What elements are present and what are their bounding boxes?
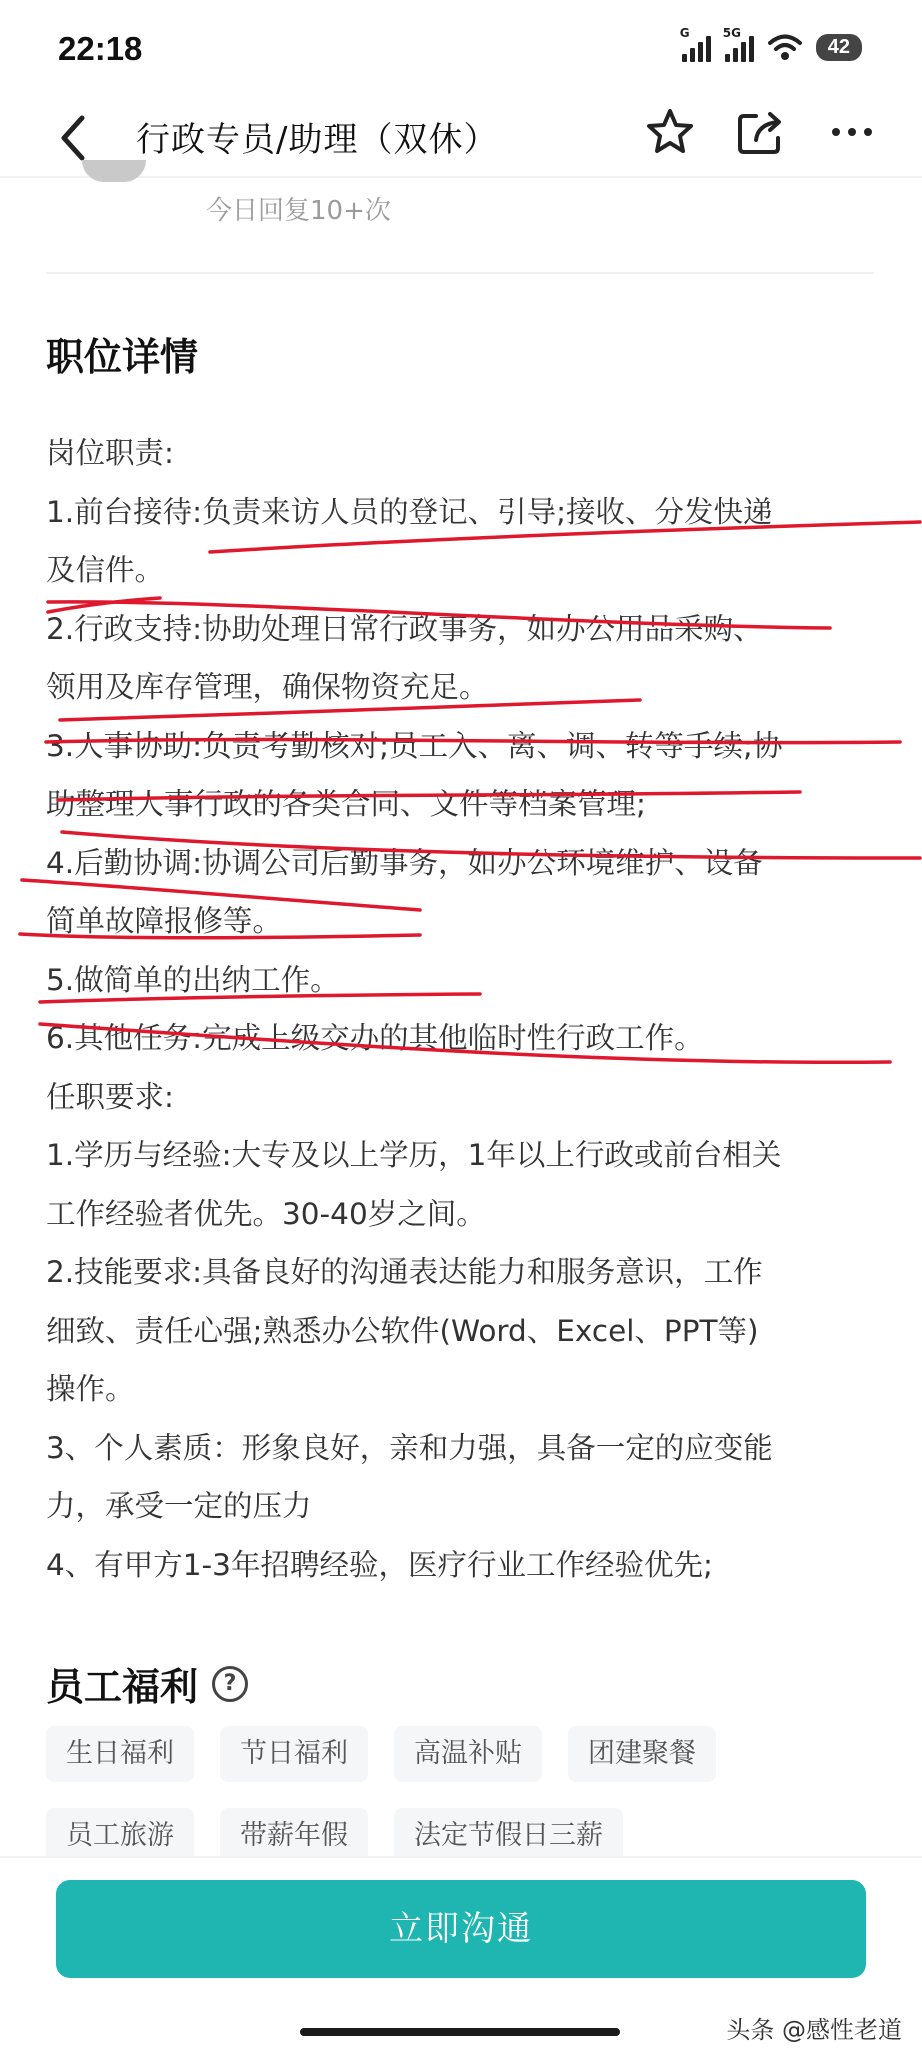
star-icon[interactable] (644, 106, 696, 158)
description-line: 助整理人事行政的各类合同、文件等档案管理; (46, 787, 646, 821)
description-line: 细致、责任心强;熟悉办公软件(Word、Excel、PPT等) (46, 1313, 759, 1348)
benefit-tag: 节日福利 (220, 1726, 368, 1782)
benefit-tag: 带薪年假 (220, 1808, 368, 1864)
description-line: 6.其他任务:完成上级交办的其他临时性行政工作。 (46, 1021, 704, 1055)
description-line: 领用及库存管理，确保物资充足。 (46, 670, 489, 704)
section-divider (46, 272, 874, 274)
page-title: 行政专员/助理（双休） (136, 120, 499, 160)
help-icon[interactable]: ? (212, 1666, 248, 1702)
wifi-icon (768, 33, 802, 61)
description-line: 任职要求: (46, 1079, 174, 1114)
description-line: 力，承受一定的压力 (46, 1489, 312, 1523)
description-line: 1.前台接待:负责来访人员的登记、引导;接收、分发快递 (46, 494, 773, 529)
description-line: 简单故障报修等。 (46, 904, 283, 938)
description-line: 工作经验者优先。30-40岁之间。 (46, 1196, 486, 1231)
description-line: 3.人事协助:负责考勤核对;员工入、离、调、转等手续;协 (46, 728, 783, 763)
description-line: 4、有甲方1-3年招聘经验，医疗行业工作经验优先; (46, 1547, 713, 1582)
description-line: 2.行政支持:协助处理日常行政事务，如办公用品采购、 (46, 611, 763, 646)
benefits-title (46, 1656, 248, 1711)
benefit-tag: 团建聚餐 (568, 1726, 716, 1782)
job-description (46, 424, 876, 1594)
status-icons (679, 26, 862, 62)
status-time: 22:18 (58, 30, 143, 67)
description-line: 3、个人素质：形象良好，亲和力强，具备一定的应变能 (46, 1430, 773, 1465)
share-icon[interactable] (734, 106, 786, 158)
benefit-tag: 员工旅游 (46, 1808, 194, 1864)
description-line: 1.学历与经验:大专及以上学历，1年以上行政或前台相关 (46, 1138, 782, 1172)
watermark: 头条 @感性老道 (726, 2016, 902, 2044)
home-indicator[interactable] (300, 2028, 620, 2036)
bottom-action-bar (0, 1856, 922, 2048)
benefit-tags (46, 1726, 886, 1864)
reply-rate-text: 今日回复10+次 (206, 196, 391, 226)
description-line: 操作。 (46, 1372, 135, 1406)
avatar[interactable] (82, 160, 146, 182)
more-icon[interactable] (826, 106, 878, 158)
benefit-tag: 法定节假日三薪 (394, 1808, 623, 1864)
benefit-tag: 生日福利 (46, 1726, 194, 1782)
description-line: 4.后勤协调:协调公司后勤事务，如办公环境维护、设备 (46, 845, 763, 880)
benefit-tag: 高温补贴 (394, 1726, 542, 1782)
description-line: 2.技能要求:具备良好的沟通表达能力和服务意识，工作 (46, 1255, 763, 1289)
description-line: 5.做简单的出纳工作。 (46, 962, 340, 997)
benefits-title-text: 员工福利 (46, 1665, 199, 1709)
description-line: 岗位职责: (46, 436, 174, 470)
battery-indicator: 42 (816, 34, 862, 61)
status-bar (0, 0, 922, 100)
job-details-title: 职位详情 (46, 335, 199, 379)
5g-signal-icon: 5G (725, 32, 754, 62)
back-icon[interactable] (52, 108, 96, 168)
chat-now-button[interactable]: 立即沟通 (56, 1880, 866, 1978)
description-line: 及信件。 (46, 553, 165, 587)
cellular-signal-icon: G (682, 32, 711, 62)
